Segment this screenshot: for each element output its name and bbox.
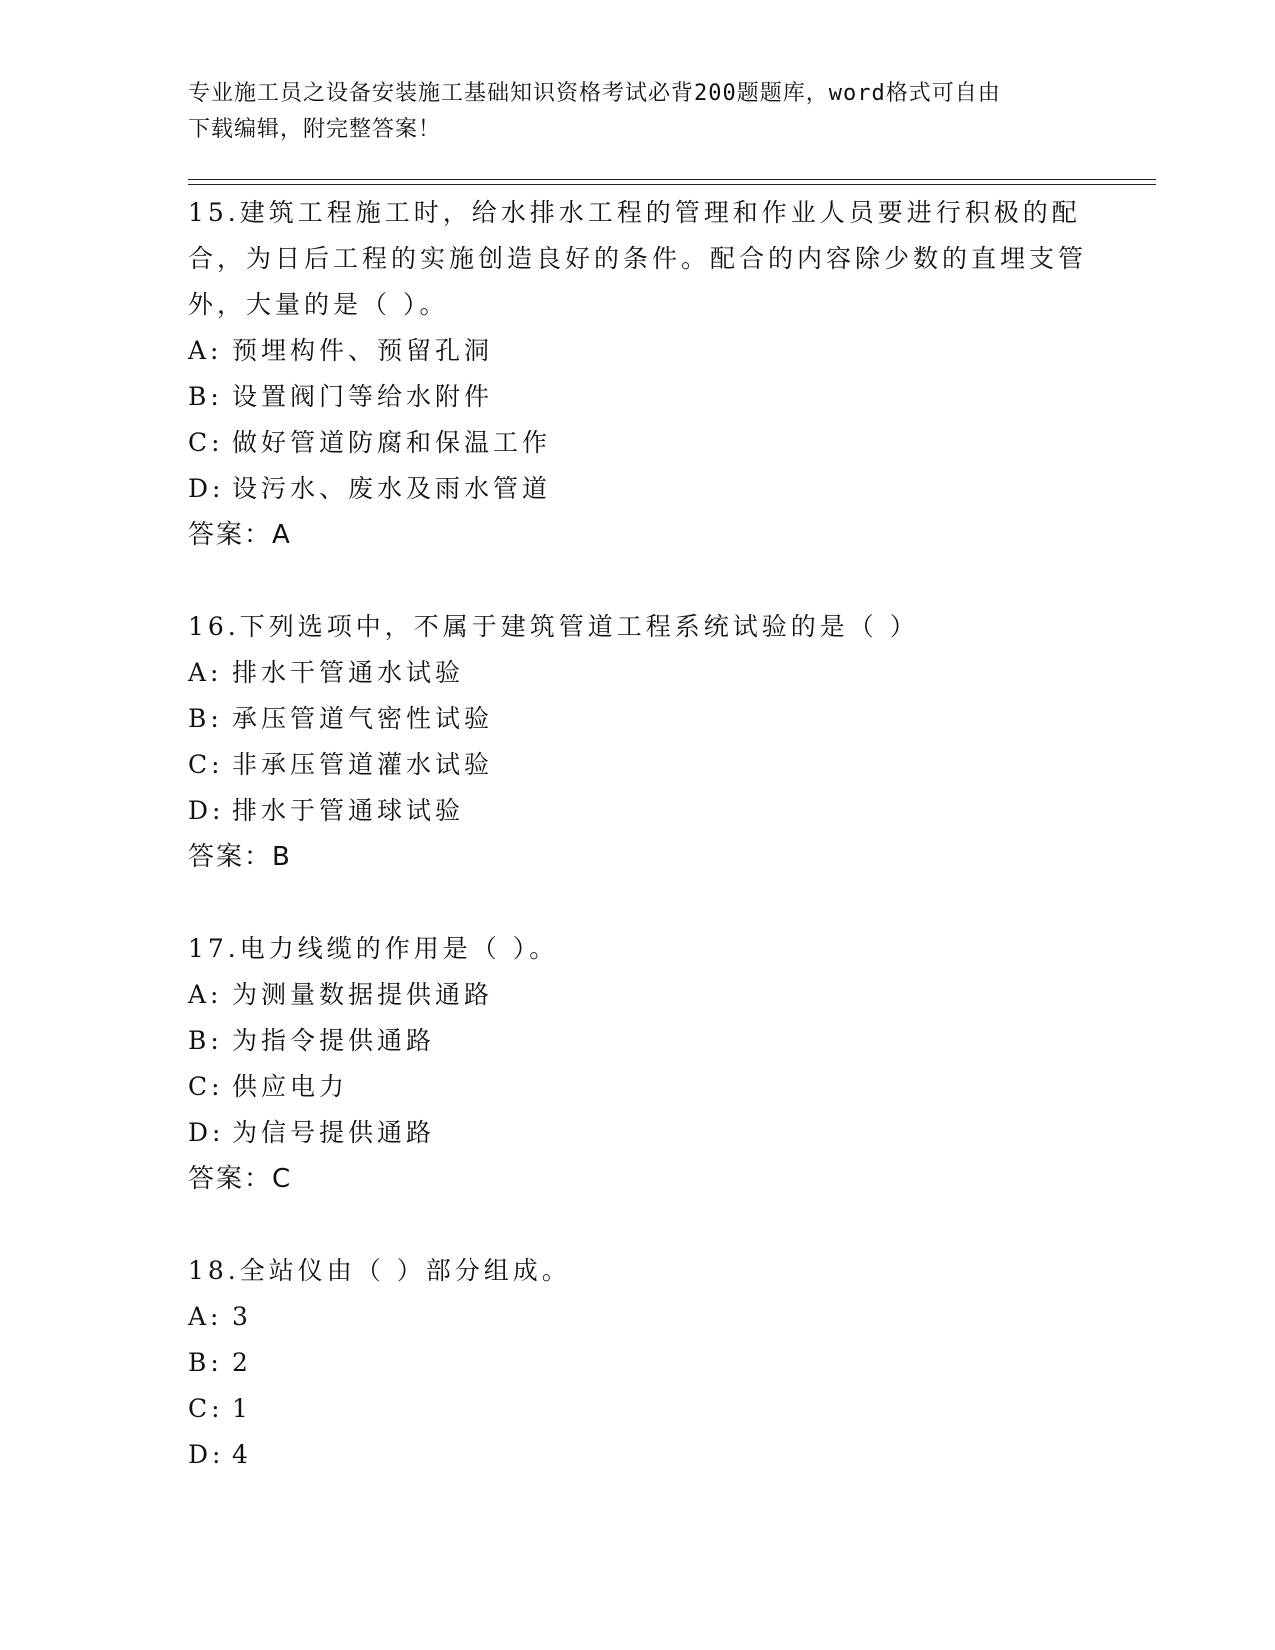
option-text: 设置阀门等给水附件 bbox=[232, 382, 494, 411]
question-text: 17.电力线缆的作用是（ ）。 bbox=[188, 934, 559, 963]
answer-label: 答案：A bbox=[188, 520, 292, 550]
question-18 bbox=[188, 1248, 1108, 1478]
option-text: 非承压管道灌水试验 bbox=[232, 750, 494, 779]
option-c bbox=[188, 420, 1108, 466]
option-key: A: bbox=[188, 980, 223, 1009]
option-text: 承压管道气密性试验 bbox=[232, 704, 494, 733]
option-text: 供应电力 bbox=[232, 1072, 349, 1101]
question-15 bbox=[188, 190, 1108, 558]
question-text: 16.下列选项中，不属于建筑管道工程系统试验的是（ ） bbox=[188, 612, 919, 641]
option-key: D: bbox=[188, 796, 225, 825]
option-key: B: bbox=[188, 1026, 223, 1055]
option-key: B: bbox=[188, 1348, 223, 1377]
answer-label: 答案：C bbox=[188, 1164, 293, 1194]
option-key: D: bbox=[188, 1118, 225, 1147]
option-d bbox=[188, 1432, 1108, 1478]
header-divider-bottom bbox=[188, 184, 1156, 185]
option-d bbox=[188, 1110, 1108, 1156]
document-header bbox=[188, 76, 1068, 148]
option-b bbox=[188, 1340, 1108, 1386]
option-d bbox=[188, 466, 1108, 512]
option-d bbox=[188, 788, 1108, 834]
option-text: 1 bbox=[232, 1394, 252, 1423]
option-c bbox=[188, 1386, 1108, 1432]
option-b bbox=[188, 374, 1108, 420]
option-c bbox=[188, 742, 1108, 788]
header-line-1: 专业施工员之设备安装施工基础知识资格考试必背200题题库，word格式可自由 bbox=[188, 81, 1001, 106]
option-text: 3 bbox=[232, 1302, 252, 1331]
answer-label: 答案：B bbox=[188, 842, 292, 872]
question-text: 15.建筑工程施工时，给水排水工程的管理和作业人员要进行积极的配合，为日后工程的实施创造良好的条件。配合的内容除少数的直埋支管外，大量的是（ ）。 bbox=[188, 198, 1088, 319]
option-a bbox=[188, 328, 1108, 374]
option-text: 排水于管通球试验 bbox=[232, 796, 465, 825]
option-key: C: bbox=[188, 428, 224, 457]
option-text: 设污水、废水及雨水管道 bbox=[232, 474, 552, 503]
option-key: C: bbox=[188, 1394, 224, 1423]
header-line-2: 下载编辑，附完整答案！ bbox=[188, 117, 442, 142]
option-b bbox=[188, 696, 1108, 742]
option-text: 2 bbox=[232, 1348, 252, 1377]
option-text: 4 bbox=[232, 1440, 252, 1469]
option-key: B: bbox=[188, 704, 223, 733]
option-key: C: bbox=[188, 1072, 224, 1101]
option-key: B: bbox=[188, 382, 223, 411]
option-key: D: bbox=[188, 474, 225, 503]
question-list bbox=[188, 190, 1108, 1524]
option-a bbox=[188, 972, 1108, 1018]
question-text: 18.全站仪由（ ）部分组成。 bbox=[188, 1256, 571, 1285]
option-text: 为测量数据提供通路 bbox=[232, 980, 494, 1009]
option-key: A: bbox=[188, 658, 223, 687]
option-key: D: bbox=[188, 1440, 225, 1469]
option-b bbox=[188, 1018, 1108, 1064]
option-text: 为指令提供通路 bbox=[232, 1026, 436, 1055]
option-a bbox=[188, 650, 1108, 696]
option-a bbox=[188, 1294, 1108, 1340]
option-key: A: bbox=[188, 336, 223, 365]
option-key: A: bbox=[188, 1302, 223, 1331]
option-text: 排水干管通水试验 bbox=[232, 658, 465, 687]
question-17 bbox=[188, 926, 1108, 1202]
option-key: C: bbox=[188, 750, 224, 779]
option-text: 做好管道防腐和保温工作 bbox=[232, 428, 552, 457]
question-16 bbox=[188, 604, 1108, 880]
option-c bbox=[188, 1064, 1108, 1110]
header-divider-top bbox=[188, 179, 1156, 180]
option-text: 预埋构件、预留孔洞 bbox=[232, 336, 494, 365]
option-text: 为信号提供通路 bbox=[232, 1118, 436, 1147]
